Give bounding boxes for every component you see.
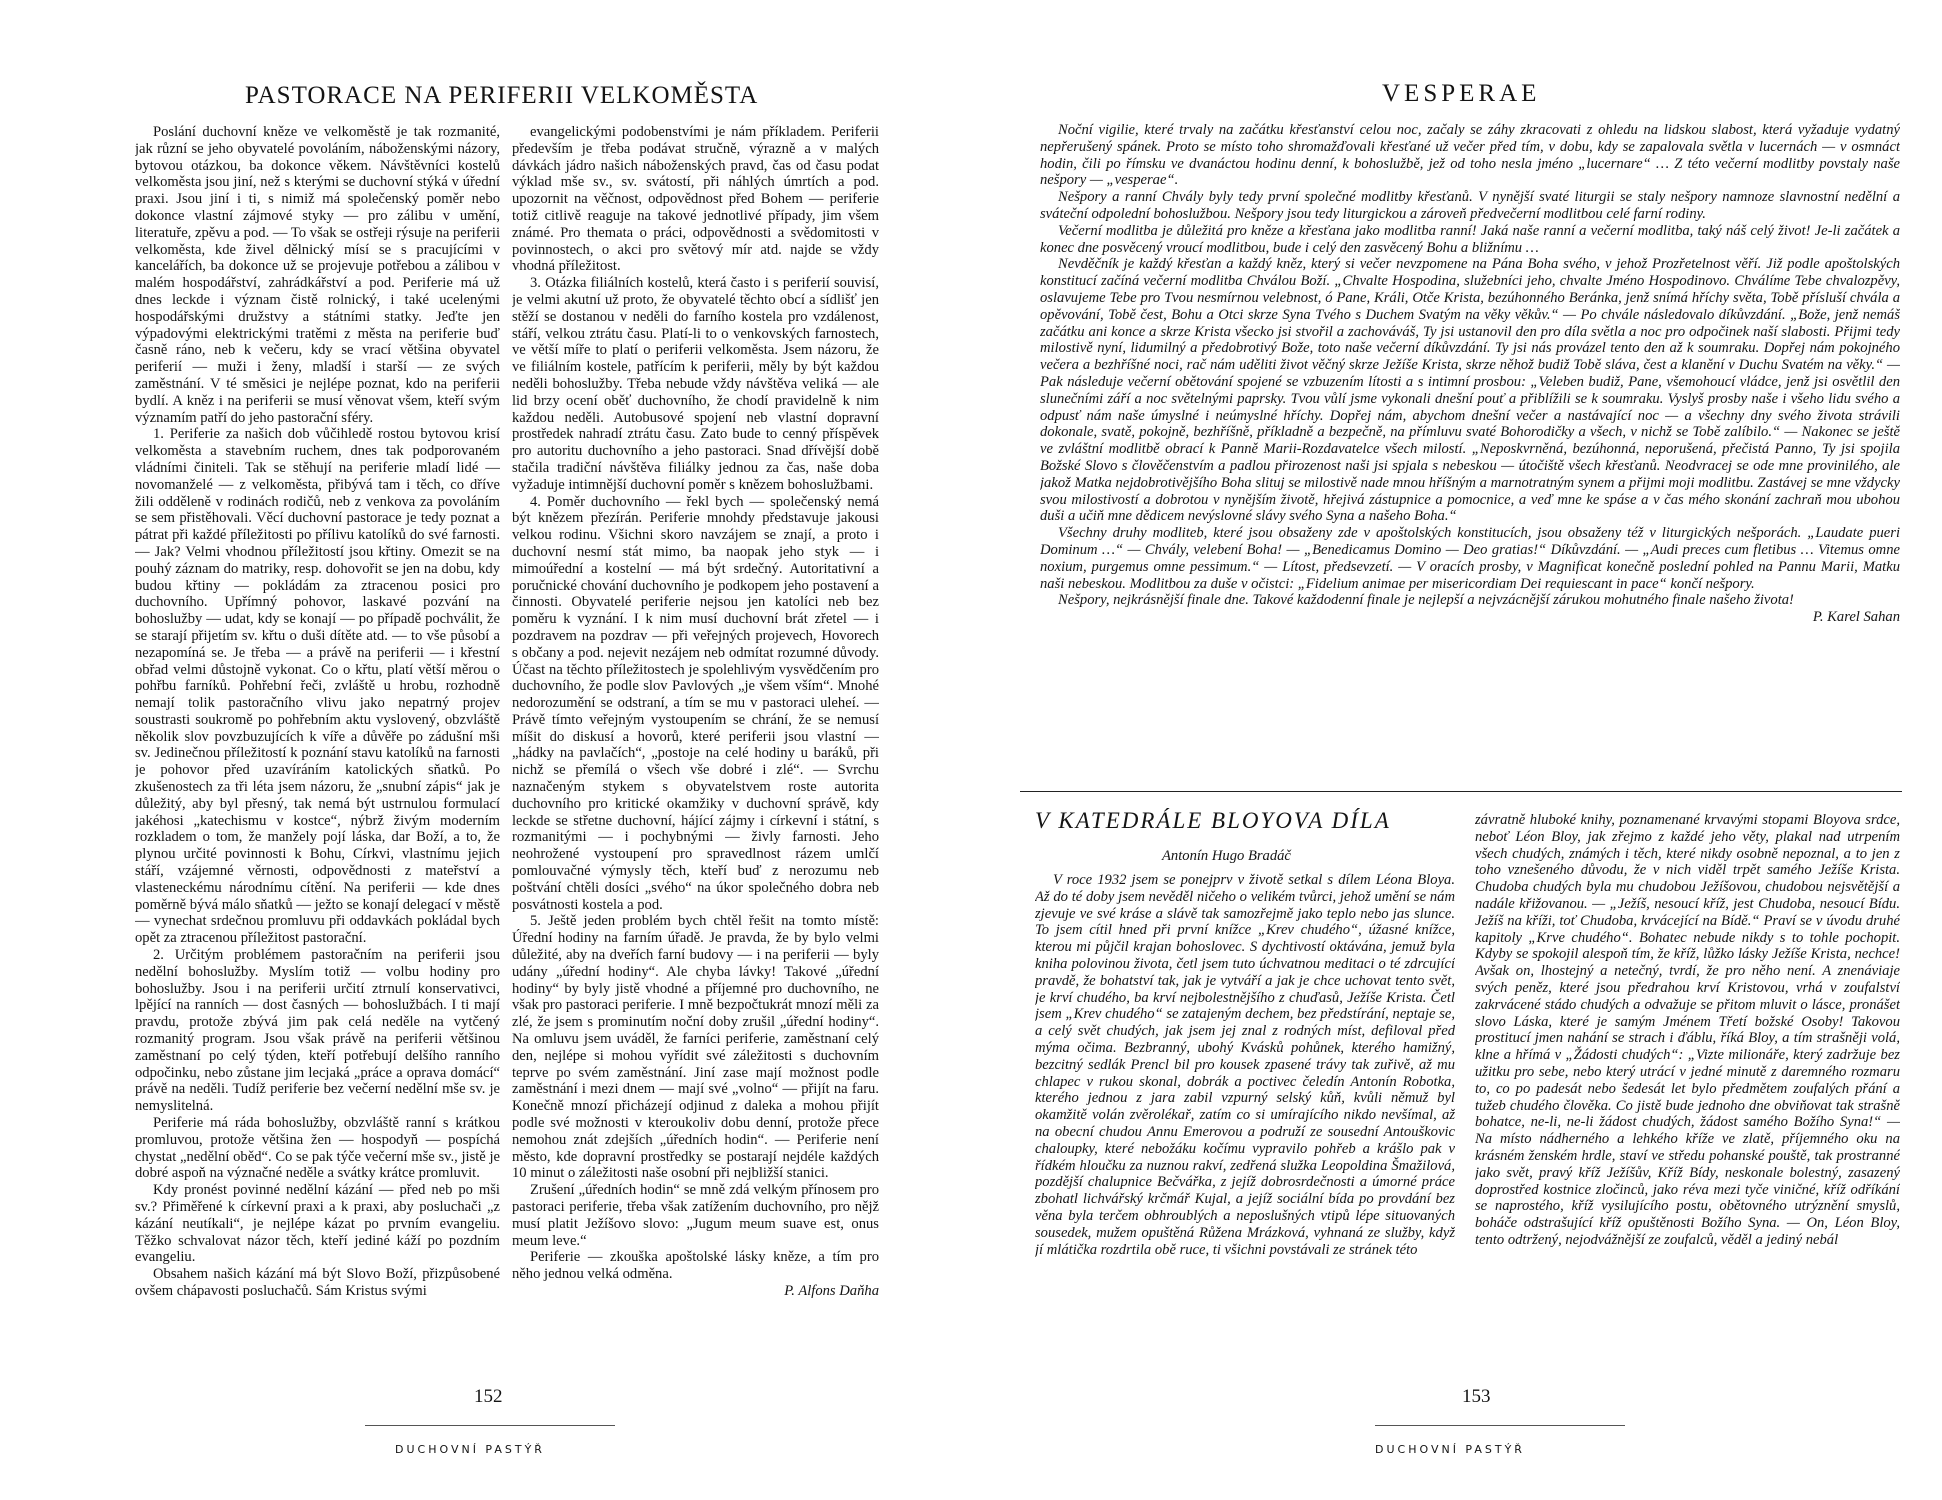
paragraph: V roce 1932 jsem se ponejprv v životě setkal s dílem Léona Bloya. Až do té doby jsem nevěděl ničeho o velikém tvůrci, jehož umění se nám zjevuje ve své kráse a slávě tak samozřejmě jako teplo nebo jas slunce. To jsem cítil hned při první knížce „Krev chudého“, úžasné knížce, kterou mi půjčil krajan bohoslovec. S dychtivostí oktávána, jemuž byla kniha polovinou života, četl jsem tuto úchvatnou meditaci o té zdrcující pravdě, že bohatství tak, jak je vytváří a jak je chce uchovat tento svět, je krví chudého, ba krví nejbolestnějšího z chuďasů, Ježíše Krista. Četl jsem „Krev chudého“ se zatajeným dechem, bez předstírání, neptaje se, a celý svět chudých, jak jsem jej znal z rodných míst, defiloval před mýma očima. Bezbranný, ubohý Kvásků pohůnek, kterého hamižný, bezcitný sedlák Prencl bil pro kousek zpasené trávy tak zuřivě, až mu chlapec v rukou skonal, dobrák a poctivec čeledín Antonín Robotka, kterého jednou z jara zabil vzpurný selský kůň, kvůli němuž byl okamžitě volán zvěrolékař, zatím co si umírajícího nikdo nevšímal, až na obecní chudou Annu Emerovou a podruží ze sousední Antouškovic chaloupky, které nebožáku kočímu vypravilo pohřeb a krášlo pak v řídkém hloučku za nuznou rakví, zedřená služka Leopoldina Šmažilová, pozdější chalupnice Bečvářka, z jejíž dobrosrdečnosti a úmorné práce zbohatl lichvářský krčmář Kujal, a jejíž sociální bída po provdání bez věna byla terčem obhroublých a neposlušných vtipů lépe situovaných sousedek, mužem opuštěná Růžena Mrázková, vyhnaná ze služby, když jí mlátička rozdrtila obě ruce, ti všichni povstávali ze stránek této — [1035, 872, 1455, 1258]
paragraph: 4. Poměr duchovního — řekl bych — společenský nemá být knězem přezírán. Periferie mnohdy představuje jakousi velkou rodinu. Všichni skoro navzájem se znají, a proto i duchovní nesmí stát mimo, ba naopak jeho styk — i mimoúřední a kostelní — má být srdečný. Autoritativní a poručnické chování duchovního je podkopem jeho postavení a činnosti. Obyvatelé periferie nejsou jen katolíci neb bez poměru k vyznání. I k nim musí duchovní brát zřetel — i pozdravem na pozdrav — při veřejných projevech, Hovorech s občany a pod. nejevit nezájem neb odmítat rozumné důvody. Účast na těchto příležitostech je spolehlivým vysvědčením pro duchovního, že podle slov Pavlových „je všem vším“. Mnohé nedorozumění se odstraní, a tím se mu v pastoraci uleheí. — Právě tímto veřejným vystoupením se chrání, že se nemusí míšit do diskusí a hovorů, které periferii jsou vlastní — „hádky na pavlačích“, „postoje na celé hodiny u baráků, při nichž se přemílá o všech vše dobré i zlé“. — Svrchu naznačeným stykem s obyvatelstvem roste autorita duchovního pro kritické okamžiky v duchovní správě, kdy leckde se střetne duchovní, hájící zájmy i církevní i státní, s rozmanitými — i pochybnými — živly farnosti. Jeho neohrožené vystoupení pro spravedlnost rázem umlčí pomlouvačné výmysly těch, kteří buď z nerozumu neb poštvání chtěli dosíci „svého“ na úkor společného dobra neb posvátnosti kostela a pod. — [512, 493, 879, 913]
article-title: VESPERAE — [1382, 80, 1541, 107]
paragraph: Nešpory, nejkrásnější finale dne. Takové každodenní finale je nejlepší a nejvzácnější zárukou mohutného finale našeho života! — [1058, 592, 1794, 609]
author-signature: P. Alfons Daňha — [784, 1282, 879, 1299]
paragraph: Obsahem našich kázání má být Slovo Boží, přizpůsobené ovšem chápavosti posluchačů. Sám Kristus svými — [135, 1266, 500, 1299]
paragraph: Periferie — zkouška apoštolské lásky kněze, a tím pro něho jednou velká odměna. — [512, 1249, 879, 1283]
article-title: PASTORACE NA PERIFERII VELKOMĚSTA — [245, 82, 759, 109]
footer-rule — [1375, 1425, 1625, 1426]
author-signature: P. Karel Sahan — [1812, 609, 1900, 626]
paragraph: 3. Otázka filiálních kostelů, která často i s periferií souvisí, je velmi akutní už proto, že obyvatelé těchto obcí a sídlišť jen stěží se dostanou v neděli do farního kostela pro vzdálenost, stáří, velkou ztrátu času. Platí-li to o venkovských farnostech, ve větší míře to platí o periferii velkoměsta. Jsem názoru, že ve filiálním kostele, patřícím k periferii, měly by být každou neděli bohoslužby. Třeba nebude vždy návštěva veliká — ale lid brzy ocení oběť duchovního, že chodí pravidelně k nim každou neděli. Autobusové spojení neb vlastní dopravní prostředek nahradí ztrátu času. Zato bude to cenný příspěvek pro autoritu duchovního a jeho pastoraci. Snad dřívější době stačila tradiční návštěva filiálky jednou za čas, naše doba vyžaduje intimnější duchovní poměr s knězem bohoslužbami. — [512, 275, 879, 493]
article-column-1 — [135, 124, 500, 1374]
running-footer: DUCHOVNÍ PASTÝŘ — [395, 1443, 545, 1456]
paragraph: Kdy pronést povinné nedělní kázání — před neb po mši sv.? Přiměřené k církevní praxi a k praxi, aby posluchači „z kázání neutíkali“, je nejlépe kázat po prvním evangeliu. Těžko schvalovat názor těch, kteří jediné káží po pozdním evangeliu. — [135, 1182, 500, 1266]
paragraph: Večerní modlitba je důležitá pro kněze a křesťana jako modlitba ranní! Jaká naše ranní a večerní modlitba, taký náš celý život! Je-li začátek a konec dne posvěcený vroucí modlitbou, bude i celý den zasvěcený Bohu a bližnímu … — [1040, 222, 1900, 256]
paragraph: 5. Ještě jeden problém bych chtěl řešit na tomto místě: Úřední hodiny na farním úřadě. Je pravda, že by bylo velmi důležité, aby na dveřích farní budovy — i na periferii — byly udány „úřední hodiny“. Ale chyba lávky! Takové „úřední hodiny“ by byly jistě vhodné a příjemné pro duchovního, ne však pro pastoraci periferie. I mně bezpočtukrát mnozí měli za zlé, že jsem s prominutím noční doby zrušil „úřední hodiny“. Na omluvu jsem uváděl, že farníci periferie, zaměstnaní celý den, nejlépe si mohou vyřídit své záležitosti s duchovním teprve po svém zaměstnání. Jiní zase mají možnost podle zaměstnání i mezi dnem — mají své „volno“ — přijít na faru. Konečně mnozí přicházejí odjinud z daleka a mohou přijít podle své možnosti v kteroukoliv dobu denní, protože přece nemohou znát zdejších „úředních hodin“. — Periferie není město, kde dopravní prostředky se postarají nejdéle každých 10 minut o záležitosti naše osobní při nejbližší stanici. — [512, 913, 879, 1182]
page-number: 152 — [474, 1386, 503, 1407]
paragraph: Zrušení „úředních hodin“ se mně zdá velkým přínosem pro pastoraci periferie, třeba však zatížením duchovního, pro nějž musí platit Ježíšovo slovo: „Jugum meum suave est, onus meum leve.“ — [512, 1182, 879, 1249]
paragraph: Všechny druhy modliteb, které jsou obsaženy zde v apoštolských konstitucích, jsou obsaženy též v liturgických nešporách. „Laudate pueri Dominum …“ — Chvály, velebení Boha! — „Benedicamus Domino — Deo gratias!“ Díkůvzdání. — „Audi preces cum fletibus … Vitemus omne noxium, purgemus omne pessimum.“ — Lítost, předsevzetí. — V oracích prosby, v Magnificat konečně poslední pohled na Pannu Marii, Matku naši nebeskou. Modlitbou za duše v očistci: „Fidelium animae per misericordiam Dei requiescant in pace“ končí nešpory. — [1040, 525, 1900, 592]
paragraph: závratně hluboké knihy, poznamenané krvavými stopami Bloyova srdce, neboť Léon Bloy, jak zřejmo z každé jeho věty, plakal nad utrpením všech chudých, známých i těch, které nikdy osobně nepoznal, a to jen z toho vznešeného důvodu, že v nich viděl trpět samého Ježíše Krista. Chudoba chudých byla mu chudobou Ježíšovou, chudobou nejsvětější a nadále křižovanou. — „Ježíš, nesoucí kříž, jest Chudoba, nesoucí Bídu. Ježíš na kříži, toť Chudoba, krvácející na Bídě.“ Praví se v úvodu druhé kapitoly „Krve chudého“. Bohatec nebude nikdy s to tohle pochopit. Kdyby se spokojil alespoň tím, že kříž, lůžko lásky Ježíše Krista, nechce! Avšak on, lhostejný a netečný, tvrdí, že pro něho není. A znenáviaje svých peněz, které jsou předrahou krví Kristovou, vrhá v zoufalství zakrvácené stádo chudých a odvažuje se přitom mluvit o lásce, pronášet slovo Láska, které je samým Jménem Třetí božské Osoby! Takovou prostitucí jmen nahání se strach i ďáblu, říká Bloy, a tím strašněji volá, klne a hřímá v „Žádosti chudých“: „Vizte milionáře, který zadržuje bez užitku pro sebe, nebo který utrácí v jedné minutě z daremného rozmaru to, co po padesát nebo šedesát let bylo předmětem zoufalých přání a tužeb chudého člověka. Co jistě bude jednoho dne obviňovat tak strašně bohatce, ne-li, ne-li žádost chudých, žádost samého Božího Syna!“ — Na místo nádherného a lehkého kříže ve zlatě, příjemného oku na krásném ženském hrdle, staví ve středu pohanské pouště, tak prostranné jako svět, pravý kříž Ježíšův, Kříž Bídy, neskonale bolestný, zasazený doprostřed kostnice zločinců, jako réva mezi tyče viničné, kříž odříkání se naprostého, kříž vysilujícího postu, obětovného utrýznění smyslů, boháče odstrašující kříž opuštěnosti Božího Syna. — On, Léon Bloy, tento odtržený, nejodvážnější ze zoufalců, věděl a jediný nebál — [1475, 812, 1900, 1248]
running-footer: DUCHOVNÍ PASTÝŘ — [1375, 1443, 1525, 1456]
article-column-1 — [1035, 872, 1455, 1374]
section-divider — [1020, 791, 1902, 792]
paragraph: Noční vigilie, které trvaly na začátku křesťanství celou noc, začaly se záhy zkracovati z ohledu na lidskou slabost, která vyžaduje vydatný nepřerušený spánek. Proto se místo toho shromažďovali křesťané už večer před tím, v dobu, kdy se zapalovala světla v lucernách — v osmnáct hodin, čili po římsku ve dvanáctou hodinu denní, k bohoslužbě, jež od toho nesla jméno „lucernare“ … Z této večerní modlitby povstaly naše nešpory — „vesperae“. — [1040, 122, 1900, 189]
footer-rule — [365, 1425, 615, 1426]
article-author: Antonín Hugo Bradáč — [1162, 848, 1291, 864]
right-page — [980, 0, 1942, 1500]
paragraph: 1. Periferie za našich dob vůčihledě rostou bytovou krisí velkoměsta a stavebním ruchem, dnes tak podporovaném vládními činiteli. Tak se stěhují na periferie mladí lidé — novomanželé — z velkoměsta, přibývá tam i těch, co dříve žili odděleně v rodinách rodičů, neb z venkova za povoláním se sem přistěhovali. Věcí duchovní pastorace je tedy poznat a pátrat při každé příležitosti po přílivu katolíků do své farnosti. — Jak? Velmi vhodnou příležitostí jsou křtiny. Omezit se na pouhý záznam do matriky, resp. dohovořit se jen na dobu, kdy budou křtiny — pokládám za ztracenou posici pro duchovního. Upřímný pohovor, laskavé pozvání na bohoslužby — udat, kdy se konají — po případě pochválit, že se starají přijetím sv. křtu o duši dítěte atd. — to vše působí a nezapomíná se. Je třeba — a právě na periferii — i křestní obřad velmi důstojně vykonat. Co o křtu, platí větší měrou o pohřbu farníků. Pohřební řeči, zvláště u hrobu, rozhodně nemají tolik pastoračního vlivu jako nepatrný projev soustrasti soukromě po pohřebním aktu vyslovený, obzvláště několik slov povzbuzujících k víře a důvěře po zádušní mši sv. Jedinečnou příležitostí k poznání stavu katolíků na farnosti je pohovor před uzavíráním katolických sňatků. Po zkušenostech za tři léta jsem názoru, že „snubní zápis“ jak je důležitý, aby byl přesný, tak nemá být ustrnulou formulací jakéhosi „katechismu v kostce“, nýbrž živým moderním rozkladem o tom, že manžely pojí láska, dar Boží, a to, že plynou určité povinnosti k Bohu, Církvi, vlastnímu jejich stáří, vzájemné věrnosti, odpovědnosti z mateřství a vlasteneckému národnímu cítění. Na periferii — kde dnes poměrně bývá málo sňatků — ježto se konají delegací v městě — vynechat srdečnou promluvu při oddavkách pokládal bych opět za ztracenou příležitost pastorační. — [135, 426, 500, 947]
paragraph: evangelickými podobenstvími je nám příkladem. Periferii především je třeba podávat stručně, výrazně a v malých dávkách jádro našich náboženských pravd, čas od času podat výklad mše sv., sv. svátostí, při náhlých úmrtích a pod. upozornit na věčnost, odpovědnost před Bohem — periferie totiž citlivě reaguje na takové jednotlivé případy, jim všem známé. Pro themata o práci, odpovědnosti a svědomitosti v povinnostech, o akci pro světový mír atd. najde se vždy vhodná příležitost. — [512, 124, 879, 275]
article-column-2 — [512, 124, 879, 1374]
paragraph: Nešpory a ranní Chvály byly tedy první společné modlitby křesťanů. V nynější svaté liturgii se staly nešpory namnoze slavnostní nedělní a sváteční odpolední bohoslužbou. Nešpory jsou tedy liturgickou a zároveň předvečerní modlitbou celé farní rodiny. — [1040, 189, 1900, 222]
vesperae-text — [1040, 122, 1900, 782]
paragraph: Nevděčník je každý křesťan a každý kněz, který si večer nevzpomene na Pána Boha svého, v jehož Prozřetelnost věří. Již podle apoštolských konstitucí začíná večerní modlitba Chválou Boží. „Chvalte Hospodina, služebníci jeho, chvalte Jméno Hospodinovo. Chválíme Tebe chvalozpěvy, oslavujeme Tebe pro Tvou nesmírnou velebnost, ó Pane, Králi, Otče Krista, bezúhonného Beránka, jenž snímá hříchy světa, Tobě přísluší chvála a opěvování, Tobě čest, Bohu a Otci skrze Syna Tvého s Duchem Svatým na věky věkův.“ — Po chvále následovalo díkůvzdání. „Bože, jenž nemáš začátku ani konce a skrze Krista všecko jsi stvořil a zachováváš, Ty jsi ustanovil den pro díla světla a noc pro odpočinek naší slabosti. Přijmi tedy milostivě nyní, lidumilný a předobrotivý Bože, toto naše večerní díkůvzdání. Ty jsi nás provázel tento den až k soumraku. Dopřej nám pokojného večera a bezhříšné noci, rač nám uděliti život věčný skrze Ježíše Krista, skrze něhož budiž Tobě sláva, čest a klanění v Duchu Svatém na věky.“ — Pak následuje večerní obětování spojené se vzbuzením lítosti a s intimní prosbou: „Veleben budiž, Pane, všemohoucí vládce, jenž jsi osvětlil den slunečními září a noc světelnými paprsky. Tvou vůlí jsme vykonali dnešní pouť a přiblížili se k soumraku. Vyslyš prosby naše i všeho lidu svého a odpusť nám naše úmyslné i neúmyslné hříchy. Dopřej nám, abychom dnešní večer a nastávající noc — a všechny dny svého života strávili dokonale, svatě, pokojně, bezhříšně, příkladně a bezpečně, na přímluvu svaté Bohorodičky a všech, v nichž se Tobě zalíbilo.“ — Nakonec se ještě ve zvláštní modlitbě obrací k Panně Marii-Rozdavatelce všech milostí. „Neposkvrněná, bezúhonná, neporušená, přečistá Panno, Ty jsi spojila Božské Slovo s člověčenstvím a padlou přirozenost naši jsi spjala s nebeskou — útočiště všech křesťanů. Neodvracej se ode mne provinilého, ale jakož Matka nejdobrotivějšího Boha slituj se milostivě nade mnou hříšným a marnotratným synem a přijmi moji modlitbu. Zastávej se mne vždycky svou milostivostí a dobrotou v nynějším životě, hřejivá zástupnice a pomocnice, a veď mne ke spáse a v čas mého skonání zachraň mou ubohou duši a učiň mne dědicem nevýslovné slávy svého Syna a našeho Boha.“ — [1040, 256, 1900, 525]
article-title: V KATEDRÁLE BLOYOVA DÍLA — [1035, 808, 1391, 833]
paragraph: Poslání duchovní kněze ve velkoměstě je tak rozmanité, jak různí se jeho obyvatelé povoláním, náboženskými názory, bytovou otázkou, ba dokonce věkem. Návštěvníci kostelů velkoměsta jsou jiní, než s kterými se duchovní stýká v úřední praxi. Jsou jiní i ti, s nimiž má společenský poměr nebo dokonce vlastní zájmové styky — pro zálibu v umění, literatuře, zpěvu a pod. — To však se ostřeji rýsuje na periferii velkoměsta, kde živel dělnický mísí se s pracujícími v kancelářích, ba dokonce už se projevuje potřebou a zálibou v malém hospodářství, zahrádkářství a pod. Periferie má už dnes leckde i význam čistě rolnický, i také ucelenými hospodářskými družstvy a státními statky. Jeďte jen výpadovými elektrickými tratěmi z města na periferie buď časně ráno, neb k večeru, kdy se vrací většina obyvatel periferií — muži i ženy, mladší i starší — ze svých zaměstnání. V té směsici je nejlépe poznat, kdo na periferii bydlí. A kněz i na periferii se musí věnovat všem, kteří svým významím patří do jeho pastorační sféry. — [135, 124, 500, 426]
paragraph: 2. Určitým problémem pastoračním na periferii jsou nedělní bohoslužby. Myslím totiž — volbu hodiny pro bohoslužby. Jsou i na periferii určití ztrnulí konservativci, lpějící na ranních — dost časných — bohoslužbách. I ti mají pravdu, protože zbývá jim pak celá neděle na vytčený rozmanitý program. Jsou však právě na periferii většinou zaměstnaní po celý týden, kteří potřebují delšího ranního odpočinku, nebo zůstane jim lecjaká „práce a oprava domácí“ právě na neděli. Tudíž periferie bez večerní nedělní mše sv. je nemyslitelná. — [135, 947, 500, 1115]
page-number: 153 — [1462, 1386, 1491, 1407]
paragraph: Periferie má ráda bohoslužby, obzvláště ranní s krátkou promluvou, protože většina žen — hospodyň — pospíchá chystat „nedělní oběd“. Co se pak týče večerní mše sv., jistě je dobré aspoň na význačné neděle a svátky krátce promluvit. — [135, 1115, 500, 1182]
article-column-2 — [1475, 812, 1900, 1374]
